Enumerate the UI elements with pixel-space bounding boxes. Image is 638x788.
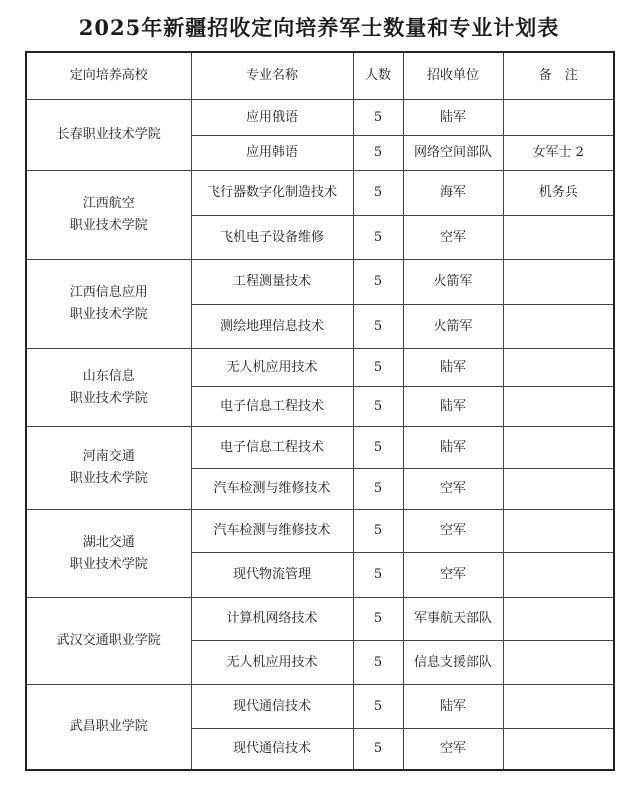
- header-major: 专业名称: [191, 52, 353, 100]
- count-cell: 5: [353, 349, 403, 387]
- remark-cell: [503, 685, 614, 729]
- unit-cell: 空军: [403, 469, 503, 510]
- major-cell: 飞行器数字化制造技术: [191, 171, 353, 216]
- remark-cell: [503, 553, 614, 598]
- count-cell: 5: [353, 510, 403, 553]
- count-cell: 5: [353, 729, 403, 770]
- table-row: [26, 685, 614, 729]
- count-cell: 5: [353, 469, 403, 510]
- school-name-line: 山东信息: [82, 368, 135, 384]
- unit-cell: 空军: [403, 553, 503, 598]
- unit-cell: 火箭军: [403, 260, 503, 305]
- school-name-line: 长春职业技术学院: [56, 127, 161, 142]
- count-cell: 5: [353, 136, 403, 171]
- major-cell: 无人机应用技术: [191, 641, 353, 685]
- school-name-line: 武昌职业学院: [69, 718, 148, 734]
- school-name-line: 江西信息应用: [69, 285, 148, 300]
- table-row: [26, 349, 614, 387]
- school-cell: [26, 100, 191, 171]
- unit-cell: 空军: [403, 510, 503, 553]
- unit-cell: 陆军: [403, 387, 503, 427]
- plan-table: [25, 51, 615, 771]
- unit-cell: 陆军: [403, 685, 503, 729]
- count-cell: 5: [353, 305, 403, 349]
- major-cell: 现代物流管理: [191, 553, 353, 598]
- school-name-line: 江西航空: [82, 196, 135, 211]
- count-cell: 5: [353, 100, 403, 136]
- remark-cell: [503, 216, 614, 260]
- count-cell: 5: [353, 171, 403, 216]
- count-cell: 5: [353, 427, 403, 469]
- count-cell: 5: [353, 598, 403, 641]
- remark-cell: [503, 469, 614, 510]
- table-row: [26, 510, 614, 553]
- school-cell: [26, 171, 191, 260]
- major-cell: 应用韩语: [191, 136, 353, 171]
- unit-cell: 火箭军: [403, 305, 503, 349]
- unit-cell: 陆军: [403, 100, 503, 136]
- major-cell: 现代通信技术: [191, 729, 353, 770]
- major-cell: 现代通信技术: [191, 685, 353, 729]
- school-name-line: 职业技术学院: [69, 390, 148, 406]
- major-cell: 测绘地理信息技术: [191, 305, 353, 349]
- remark-cell: 机务兵: [503, 171, 614, 216]
- school-cell: [26, 349, 191, 427]
- table-row: [26, 100, 614, 136]
- unit-cell: 空军: [403, 729, 503, 770]
- major-cell: 汽车检测与维修技术: [191, 510, 353, 553]
- count-cell: 5: [353, 216, 403, 260]
- count-cell: 5: [353, 553, 403, 598]
- major-cell: 汽车检测与维修技术: [191, 469, 353, 510]
- school-cell: [26, 598, 191, 685]
- remark-cell: [503, 260, 614, 305]
- school-cell: [26, 427, 191, 510]
- remark-cell: [503, 641, 614, 685]
- remark-cell: [503, 387, 614, 427]
- school-name-line: 职业技术学院: [69, 307, 148, 322]
- remark-cell: [503, 305, 614, 349]
- unit-cell: 陆军: [403, 427, 503, 469]
- school-name-line: 武汉交通职业学院: [56, 633, 161, 648]
- page-title: 2025年新疆招收定向培养军士数量和专业计划表: [78, 15, 560, 40]
- unit-cell: 海军: [403, 171, 503, 216]
- unit-cell: 信息支援部队: [403, 641, 503, 685]
- table-body: [26, 100, 614, 770]
- school-cell: [26, 685, 191, 770]
- table-header-row: [26, 52, 614, 100]
- school-cell: [26, 260, 191, 349]
- count-cell: 5: [353, 387, 403, 427]
- table-row: [26, 260, 614, 305]
- header-remark: 备 注: [503, 52, 614, 100]
- table-row: [26, 171, 614, 216]
- major-cell: 工程测量技术: [191, 260, 353, 305]
- remark-cell: 女军士 2: [503, 136, 614, 171]
- major-cell: 计算机网络技术: [191, 598, 353, 641]
- school-name-line: 职业技术学院: [69, 556, 148, 572]
- school-cell: [26, 510, 191, 598]
- count-cell: 5: [353, 260, 403, 305]
- school-name-line: 职业技术学院: [69, 471, 148, 486]
- remark-cell: [503, 729, 614, 770]
- header-count: 人数: [353, 52, 403, 100]
- header-unit: 招收单位: [403, 52, 503, 100]
- school-name-line: 河南交通: [82, 449, 135, 464]
- unit-cell: 网络空间部队: [403, 136, 503, 171]
- count-cell: 5: [353, 641, 403, 685]
- school-name-line: 职业技术学院: [69, 218, 148, 233]
- unit-cell: 陆军: [403, 349, 503, 387]
- school-name-line: 湖北交通: [82, 534, 135, 550]
- major-cell: 应用俄语: [191, 100, 353, 136]
- table-row: [26, 427, 614, 469]
- remark-cell: [503, 598, 614, 641]
- unit-cell: 空军: [403, 216, 503, 260]
- table-row: [26, 598, 614, 641]
- major-cell: 电子信息工程技术: [191, 427, 353, 469]
- remark-cell: [503, 349, 614, 387]
- unit-cell: 军事航天部队: [403, 598, 503, 641]
- remark-cell: [503, 427, 614, 469]
- count-cell: 5: [353, 685, 403, 729]
- major-cell: 无人机应用技术: [191, 349, 353, 387]
- remark-cell: [503, 510, 614, 553]
- major-cell: 飞机电子设备维修: [191, 216, 353, 260]
- major-cell: 电子信息工程技术: [191, 387, 353, 427]
- remark-cell: [503, 100, 614, 136]
- header-school: 定向培养高校: [26, 52, 191, 100]
